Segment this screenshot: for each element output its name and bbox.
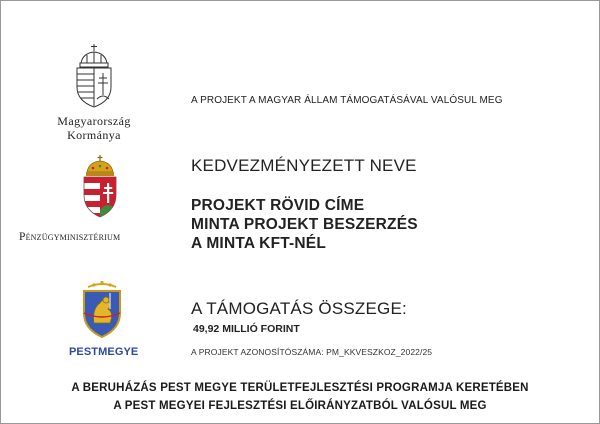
beneficiary-name: KEDVEZMÉNYEZETT NEVE	[191, 156, 417, 175]
ministry-name: Pénzügyminisztérium	[19, 231, 121, 243]
pest-county-coat-of-arms-icon	[80, 279, 124, 339]
project-id: A PROJEKT AZONOSÍTÓSZÁMA: PM_KKVESZKOZ_2022/25	[191, 347, 433, 357]
government-name-line2: Kormánya	[67, 128, 121, 142]
hungarian-coat-of-arms-outline-icon	[71, 43, 117, 109]
project-title-line1: PROJEKT RÖVID CÍME	[191, 197, 365, 214]
project-title-line2: MINTA PROJEKT BESZERZÉS	[191, 216, 418, 233]
footer-statement	[1, 379, 599, 415]
footer-line1: A BERUHÁZÁS PEST MEGYE TERÜLETFEJLESZTÉSI PROGRAMJA KERETÉBEN	[71, 382, 529, 394]
footer-line2: A PEST MEGYEI FEJLESZTÉSI ELŐIRÁNYZATBÓL VALÓSUL MEG	[113, 400, 487, 412]
support-amount-label: A TÁMOGATÁS ÖSSZEGE:	[191, 299, 407, 318]
support-amount-value: 49,92 MILLIÓ FORINT	[193, 323, 300, 335]
hungarian-coat-of-arms-color-icon	[80, 155, 120, 219]
government-name-line1: Magyarország	[57, 114, 131, 128]
county-name: PESTMEGYE	[69, 346, 139, 358]
project-title-line3: A MINTA KFT-NÉL	[191, 235, 327, 252]
project-title	[191, 196, 418, 253]
government-name	[21, 114, 167, 142]
government-support-tagline: A PROJEKT A MAGYAR ÁLLAM TÁMOGATÁSÁVAL VALÓSUL MEG	[191, 95, 503, 106]
